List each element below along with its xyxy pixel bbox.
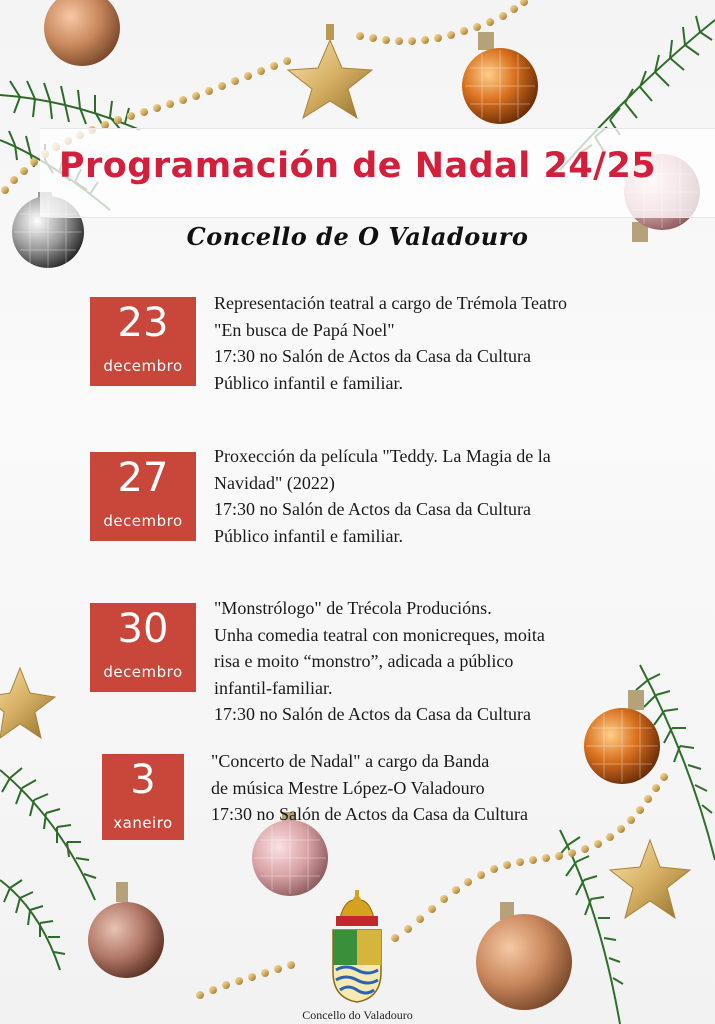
event-line: 17:30 no Salón de Actos da Casa da Cultura [214, 704, 531, 724]
event-line: 17:30 no Salón de Actos da Casa da Cultura [214, 499, 531, 519]
date-badge-27-december [90, 452, 196, 541]
event-line: "Monstrólogo" de Trécola Producións. [214, 598, 492, 618]
date-badge-3-january [102, 754, 184, 840]
coat-of-arms-icon [333, 890, 381, 1002]
event-line: Proxección da película "Teddy. La Magia de la [214, 446, 551, 466]
star-left-icon [0, 668, 55, 738]
event-line: Representación teatral a cargo de Trémola Teatro [214, 293, 567, 313]
date-day: 3 [130, 757, 156, 803]
bauble-bronze-bottom-left-icon [88, 902, 164, 978]
page-title: Programación de Nadal 24/25 [58, 146, 657, 186]
pine-branch-bottom-left-icon [0, 768, 96, 970]
event-description-4 [211, 748, 528, 828]
event-line: risa e moito “monstro”, adicada a público [214, 651, 514, 671]
date-month: decembro [103, 512, 183, 530]
date-month: decembro [103, 663, 183, 681]
event-description-2 [214, 443, 551, 549]
event-line: Navidad" (2022) [214, 472, 335, 493]
date-badge-30-december [90, 603, 196, 692]
event-line: 17:30 no Salón de Actos da Casa da Cultura [211, 804, 528, 824]
event-line: de música Mestre López-O Valadouro [211, 777, 485, 798]
event-line: Público infantil e familiar. [214, 372, 403, 393]
event-description-1 [214, 290, 567, 396]
page-subtitle: Concello de O Valadouro [186, 222, 529, 251]
event-line: 17:30 no Salón de Actos da Casa da Cultura [214, 346, 531, 366]
bauble-copper-bottom-right-icon [476, 914, 572, 1010]
date-month: decembro [103, 357, 183, 375]
date-month: xaneiro [113, 814, 173, 832]
bauble-copper-top-left-icon [44, 0, 120, 66]
star-top-icon [288, 40, 372, 118]
footer-label: Concello do Valadouro [302, 1008, 413, 1022]
star-bottom-right-icon [610, 840, 690, 918]
date-day: 27 [117, 455, 169, 501]
event-line: "Concerto de Nadal" a cargo da Banda [211, 751, 490, 771]
event-line: Público infantil e familiar. [214, 525, 403, 546]
event-line: infantil-familiar. [214, 677, 333, 698]
event-line: Unha comedia teatral con monicreques, moita [214, 624, 545, 645]
event-description-3 [214, 595, 545, 728]
date-day: 30 [117, 606, 169, 652]
date-day: 23 [117, 300, 169, 346]
event-line: "En busca de Papá Noel" [214, 319, 395, 340]
date-badge-23-december [90, 297, 196, 386]
